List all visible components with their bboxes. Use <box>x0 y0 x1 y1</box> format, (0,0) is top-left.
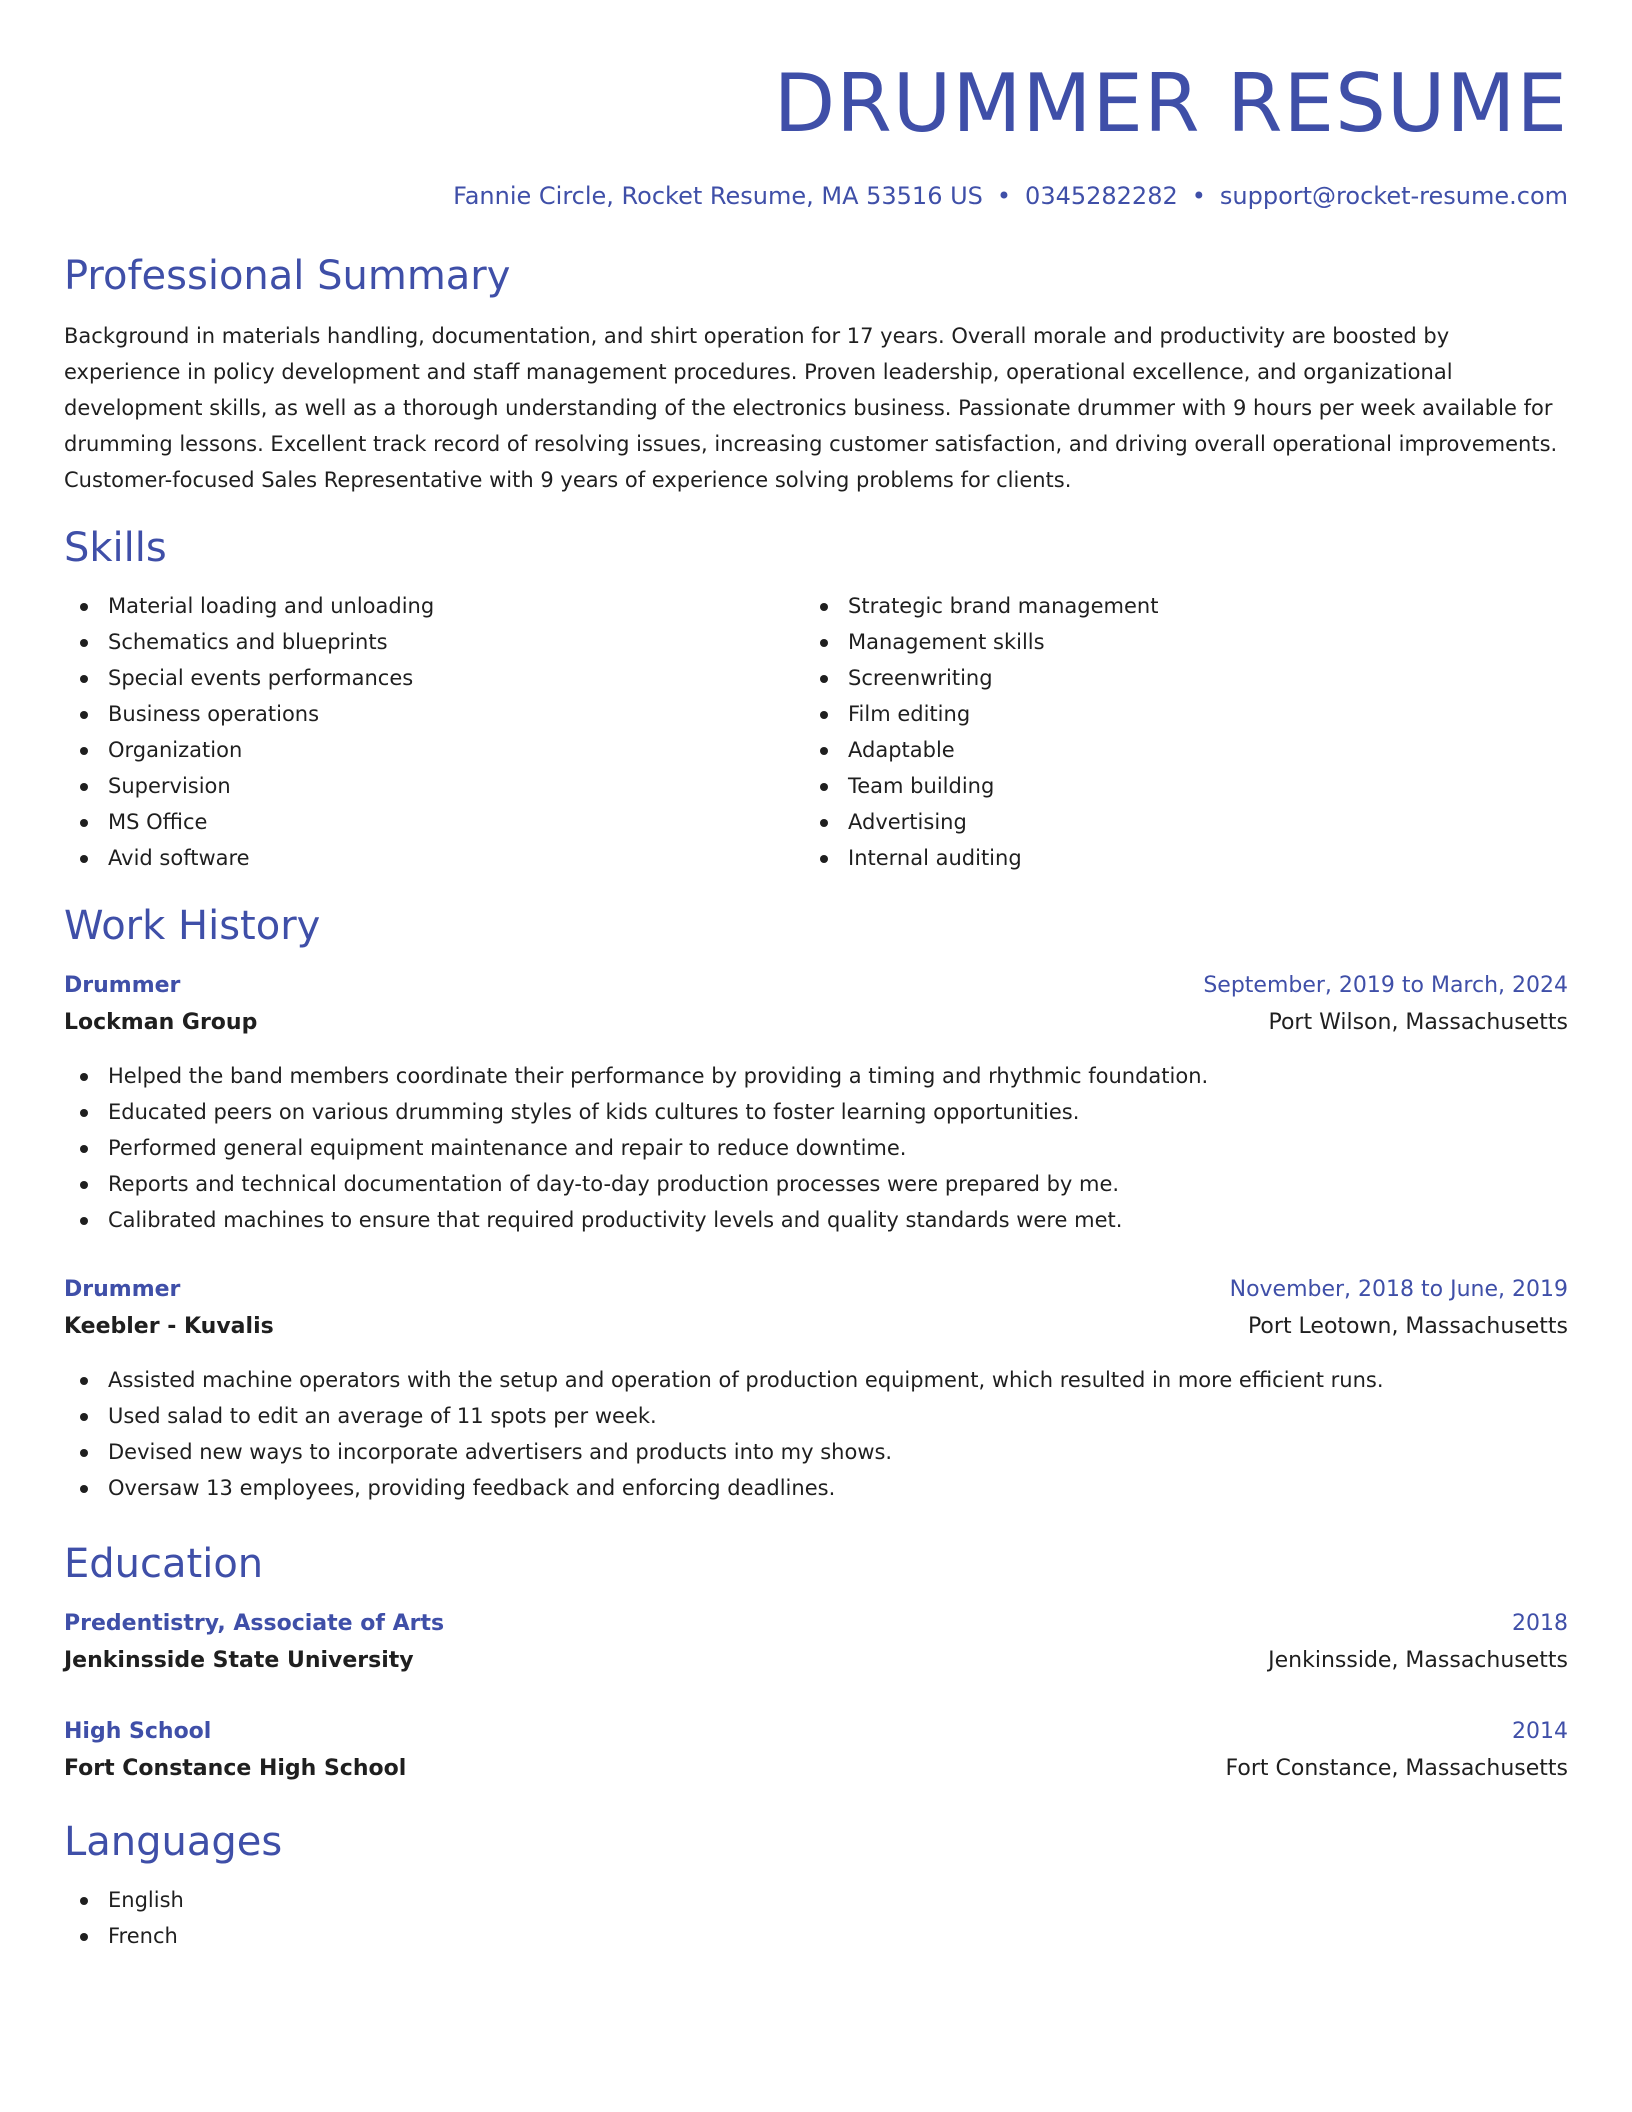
section-title-languages: Languages <box>64 1819 283 1865</box>
language-item: English <box>64 1882 1568 1918</box>
education-year: 2014 <box>1512 1719 1568 1744</box>
job-bullet: Calibrated machines to ensure that required productivity levels and quality standards were met. <box>64 1202 1568 1238</box>
job-company: Keebler - Kuvalis <box>64 1314 274 1339</box>
contact-email: support@rocket-resume.com <box>1219 182 1568 210</box>
resume-title: DRUMMER RESUME <box>773 57 1568 150</box>
professional-summary-section <box>64 252 1568 498</box>
education-school: Fort Constance High School <box>64 1756 407 1781</box>
languages-section <box>64 1818 1568 1954</box>
skill-item: Supervision <box>64 768 804 804</box>
skill-item: Strategic brand management <box>804 588 1544 624</box>
skills-section <box>64 524 1568 876</box>
job-bullet: Used salad to edit an average of 11 spots per week. <box>64 1398 1568 1434</box>
education-section <box>64 1540 1568 1788</box>
education-entry <box>64 1606 1568 1680</box>
contact-line <box>64 180 1568 212</box>
section-title-education: Education <box>64 1541 264 1587</box>
skill-item: Film editing <box>804 696 1544 732</box>
skill-item: Schematics and blueprints <box>64 624 804 660</box>
job-bullet: Performed general equipment maintenance and repair to reduce downtime. <box>64 1130 1568 1166</box>
education-location: Jenkinsside, Massachusetts <box>1268 1648 1568 1673</box>
job-bullet: Oversaw 13 employees, providing feedback and enforcing deadlines. <box>64 1470 1568 1506</box>
section-title-summary: Professional Summary <box>64 253 511 299</box>
job-entry <box>64 1272 1568 1506</box>
education-school: Jenkinsside State University <box>64 1648 414 1673</box>
job-bullet: Helped the band members coordinate their performance by providing a timing and rhythmic foundation. <box>64 1058 1568 1094</box>
job-location: Port Wilson, Massachusetts <box>1268 1010 1568 1035</box>
job-bullet: Educated peers on various drumming styles of kids cultures to foster learning opportunities. <box>64 1094 1568 1130</box>
skills-grid <box>64 588 1568 876</box>
skill-item: Advertising <box>804 804 1544 840</box>
skill-item: MS Office <box>64 804 804 840</box>
job-bullet: Devised new ways to incorporate advertisers and products into my shows. <box>64 1434 1568 1470</box>
contact-address: Fannie Circle, Rocket Resume, MA 53516 US <box>453 182 983 210</box>
education-degree: Predentistry, Associate of Arts <box>64 1611 445 1636</box>
skill-item: Adaptable <box>804 732 1544 768</box>
resume-header <box>64 0 1568 212</box>
skill-item: Organization <box>64 732 804 768</box>
skill-item: Team building <box>804 768 1544 804</box>
job-location: Port Leotown, Massachusetts <box>1247 1314 1568 1339</box>
job-title: Drummer <box>64 1277 181 1302</box>
skill-item: Avid software <box>64 840 804 876</box>
job-entry <box>64 968 1568 1238</box>
job-bullet: Reports and technical documentation of day-to-day production processes were prepared by me. <box>64 1166 1568 1202</box>
job-title: Drummer <box>64 973 181 998</box>
contact-separator: • <box>996 182 1012 210</box>
section-title-work-history: Work History <box>64 903 321 949</box>
contact-separator: • <box>1191 182 1206 210</box>
skill-item: Business operations <box>64 696 804 732</box>
summary-text: Background in materials handling, documentation, and shirt operation for 17 years. Overall morale and productivity are boosted by experience in policy development and staff management procedures. Proven leadership, operational excellence, and organizational development skills, as well as a thorough understanding of the electronics business. Passionate drummer with 9 hours per week available for drumming lessons. Excellent track record of resolving issues, increasing customer satisfaction, and driving overall operational improvements. Customer-focused Sales Representative with 9 years of experience solving problems for clients. <box>64 324 1558 492</box>
language-item: French <box>64 1918 1568 1954</box>
job-bullet: Assisted machine operators with the setup and operation of production equipment, which resulted in more efficient runs. <box>64 1362 1568 1398</box>
education-location: Fort Constance, Massachusetts <box>1225 1756 1568 1781</box>
skill-item: Special events performances <box>64 660 804 696</box>
education-degree: High School <box>64 1719 212 1744</box>
job-dates: November, 2018 to June, 2019 <box>1229 1277 1568 1302</box>
skills-column-left <box>64 588 804 876</box>
job-company: Lockman Group <box>64 1010 258 1035</box>
section-title-skills: Skills <box>64 525 167 571</box>
skills-column-right <box>804 588 1544 876</box>
skill-item: Management skills <box>804 624 1544 660</box>
skill-item: Material loading and unloading <box>64 588 804 624</box>
education-year: 2018 <box>1512 1611 1568 1636</box>
skill-item: Screenwriting <box>804 660 1544 696</box>
job-dates: September, 2019 to March, 2024 <box>1203 973 1568 998</box>
work-history-section <box>64 902 1568 1506</box>
education-entry <box>64 1714 1568 1788</box>
contact-phone: 0345282282 <box>1025 182 1178 210</box>
skill-item: Internal auditing <box>804 840 1544 876</box>
